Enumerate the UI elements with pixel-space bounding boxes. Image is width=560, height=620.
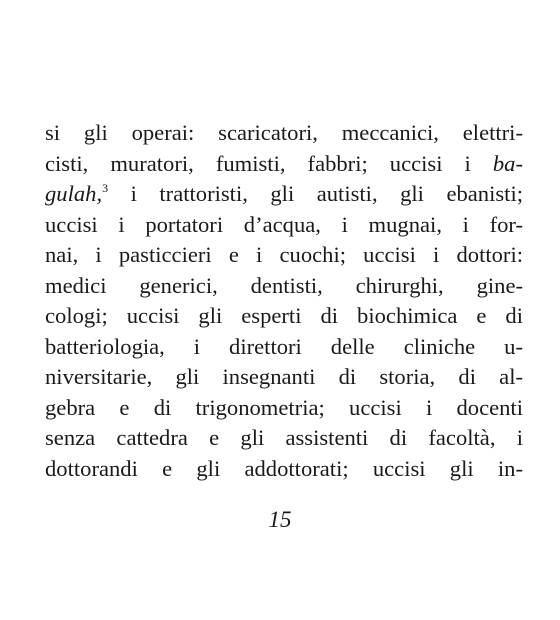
text-segment: cisti, muratori, fumisti, fabbri; uccisi i — [45, 150, 493, 176]
text-segment: medici generici, dentisti, chirurghi, gine- — [45, 272, 523, 298]
page-number: 15 — [268, 507, 292, 532]
text-segment: nai, i pasticcieri e i cuochi; uccisi i dottori: — [45, 242, 523, 267]
text-segment: i trattoristi, gli autisti, gli ebanisti; — [108, 181, 523, 206]
text-line — [45, 210, 523, 241]
text-line — [45, 454, 523, 485]
text-line — [45, 118, 523, 149]
text-segment: senza cattedra e gli assistenti di facoltà, i — [45, 425, 523, 450]
footnote-marker: 3 — [102, 181, 109, 195]
text-segment: dottorandi e gli addottorati; uccisi gli in- — [45, 455, 523, 481]
text-segment: batteriologia, i direttori delle cliniche u- — [45, 333, 523, 359]
italic-term: ba- — [492, 150, 523, 176]
text-line — [45, 149, 523, 180]
text-segment: si gli operai: scaricatori, meccanici, elettri- — [45, 120, 523, 145]
text-line — [45, 393, 523, 424]
text-line — [45, 271, 523, 302]
text-segment: gebra e di trigonometria; uccisi i docenti — [45, 394, 523, 420]
italic-term: gulah, — [45, 181, 103, 206]
text-segment: niversitarie, gli insegnanti di storia, di al- — [45, 364, 523, 389]
text-line — [45, 179, 523, 210]
text-line — [45, 332, 523, 363]
text-line — [45, 362, 523, 393]
text-segment: cologi; uccisi gli esperti di biochimica e di — [45, 303, 523, 328]
body-text — [45, 118, 523, 484]
text-line — [45, 423, 523, 454]
text-line — [45, 301, 523, 332]
text-segment: uccisi i portatori d’acqua, i mugnai, i for- — [45, 211, 523, 237]
text-line — [45, 240, 523, 271]
